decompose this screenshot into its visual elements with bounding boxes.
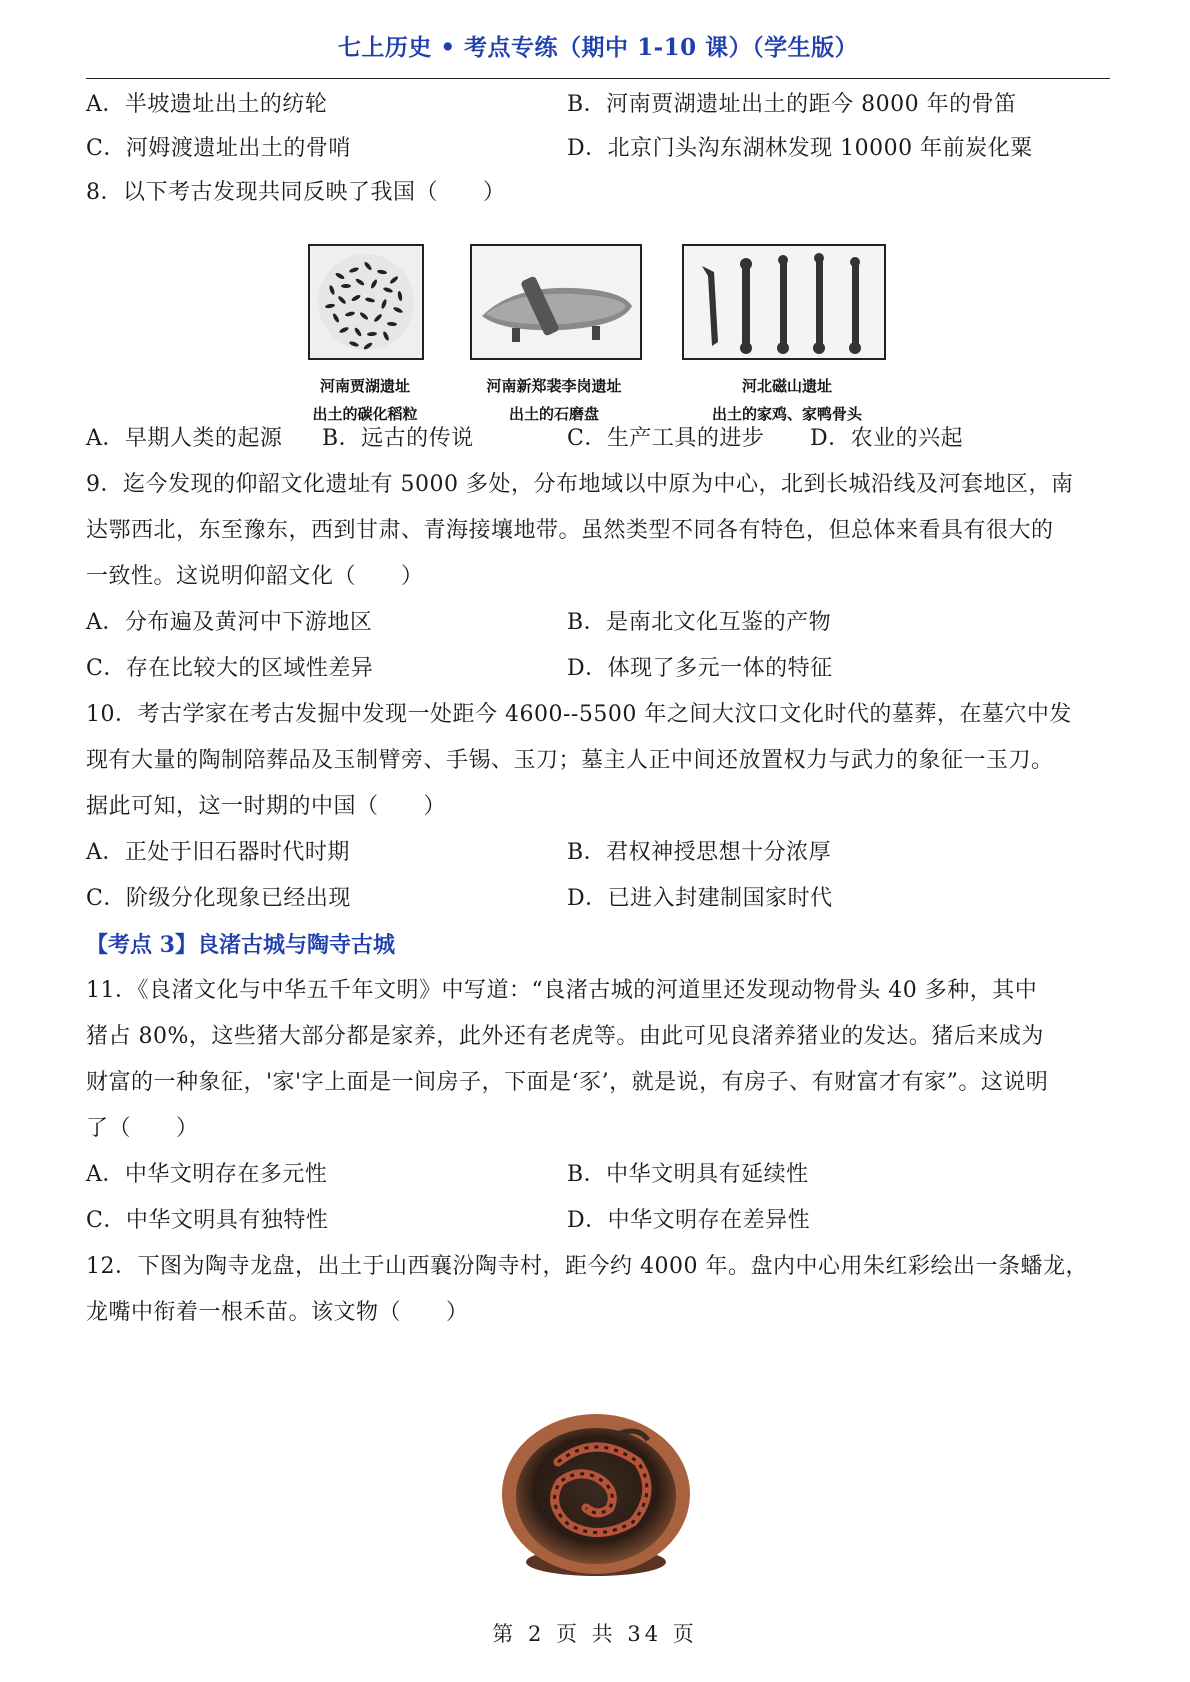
q8-figure-3-caption-line2: 出土的家鸡、家鸭骨头	[711, 405, 862, 423]
q8-figure-1-caption-line1: 河南贾湖遗址	[319, 377, 410, 395]
q8-option-b: B．远古的传说	[322, 426, 474, 451]
q10-option-b: B．君权神授思想十分浓厚	[567, 840, 832, 865]
q8-option-a: A．早期人类的起源	[86, 426, 283, 451]
q8-figure-1-caption-line2: 出土的碳化稻粒	[312, 405, 418, 423]
q9-stem-line-2: 达鄂西北，东至豫东，西到甘肃、青海接壤地带。虽然类型不同各有特色，但总体来看具有很大的	[86, 518, 1054, 543]
q10-option-c: C．阶级分化现象已经出现	[86, 886, 351, 911]
q7-option-b: B．河南贾湖遗址出土的距今 8000 年的骨笛	[567, 92, 1017, 117]
q10-option-a: A．正处于旧石器时代时期	[86, 840, 350, 865]
stone-grinding-slab-image	[470, 244, 642, 360]
taosi-dragon-plate-image	[498, 1412, 694, 1588]
q11-stem-line-1: 11．《良渚文化与中华五千年文明》中写道：“良渚古城的河道里还发现动物骨头 40 多种，其中	[86, 978, 1038, 1003]
q10-stem-line-2: 现有大量的陶制陪葬品及玉制臂旁、手锡、玉刀；墓主人正中间还放置权力与武力的象征一玉刀。	[86, 748, 1054, 773]
q10-stem-line-3: 据此可知，这一时期的中国（ ）	[86, 794, 447, 819]
q7-option-d: D．北京门头沟东湖林发现 10000 年前炭化粟	[567, 136, 1033, 161]
q9-stem-line-1: 9．迄今发现的仰韶文化遗址有 5000 多处，分布地域以中原为中心，北到长城沿线及河套地区，南	[86, 472, 1074, 497]
chicken-duck-bones-image	[682, 244, 886, 360]
q8-option-d: D．农业的兴起	[810, 426, 964, 451]
q7-option-c: C．河姆渡遗址出土的骨哨	[86, 136, 351, 161]
q9-option-a: A．分布遍及黄河中下游地区	[86, 610, 373, 635]
q12-stem-line-1: 12．下图为陶寺龙盘，出土于山西襄汾陶寺村，距今约 4000 年。盘内中心用朱红彩绘出一条蟠龙，	[86, 1254, 1088, 1279]
q11-stem-line-3: 财富的一种象征，'家'字上面是一间房子，下面是‘豕’，就是说，有房子、有财富才有家”。这说明	[86, 1070, 1049, 1095]
q8-stem: 8．以下考古发现共同反映了我国（ ）	[86, 180, 506, 205]
q8-figure-2-caption-line1: 河南新郑裴李岗遗址	[486, 377, 622, 395]
section-3-heading: 【考点 3】良渚古城与陶寺古城	[86, 932, 395, 958]
q10-option-d: D．已进入封建制国家时代	[567, 886, 833, 911]
page-header	[86, 30, 1110, 79]
q8-figure-row	[310, 244, 910, 424]
carbonized-rice-image	[308, 244, 424, 360]
q9-option-d: D．体现了多元一体的特征	[567, 656, 833, 681]
page-footer: 第 2 页 共 34 页	[492, 1622, 698, 1646]
q11-option-b: B．中华文明具有延续性	[567, 1162, 809, 1187]
q8-option-c: C．生产工具的进步	[567, 426, 765, 451]
q11-option-a: A．中华文明存在多元性	[86, 1162, 328, 1187]
q10-stem-line-1: 10．考古学家在考古发掘中发现一处距今 4600--5500 年之间大汶口文化时代的墓葬，在墓穴中发	[86, 702, 1072, 727]
q8-figure-2	[470, 244, 650, 428]
q12-stem-line-2: 龙嘴中衔着一根禾苗。该文物（ ）	[86, 1300, 469, 1325]
q7-option-a: A．半坡遗址出土的纺轮	[86, 92, 328, 117]
q11-option-c: C．中华文明具有独特性	[86, 1208, 329, 1233]
q8-figure-3-caption-line1: 河北磁山遗址	[741, 377, 832, 395]
q8-figure-1	[310, 244, 470, 428]
q9-option-c: C．存在比较大的区域性差异	[86, 656, 374, 681]
q8-figure-2-caption-line2: 出土的石磨盘	[508, 405, 599, 423]
q9-option-b: B．是南北文化互鉴的产物	[567, 610, 832, 635]
header-title: 七上历史 • 考点专练（期中 1-10 课）（学生版）	[337, 34, 859, 61]
q8-figure-3	[682, 244, 892, 428]
q11-stem-line-4: 了（ ）	[86, 1116, 199, 1141]
q11-stem-line-2: 猪占 80%，这些猪大部分都是家养，此外还有老虎等。由此可见良渚养猪业的发达。猪后来成为	[86, 1024, 1044, 1049]
q11-option-d: D．中华文明存在差异性	[567, 1208, 811, 1233]
q9-stem-line-3: 一致性。这说明仰韶文化（ ）	[86, 564, 424, 589]
